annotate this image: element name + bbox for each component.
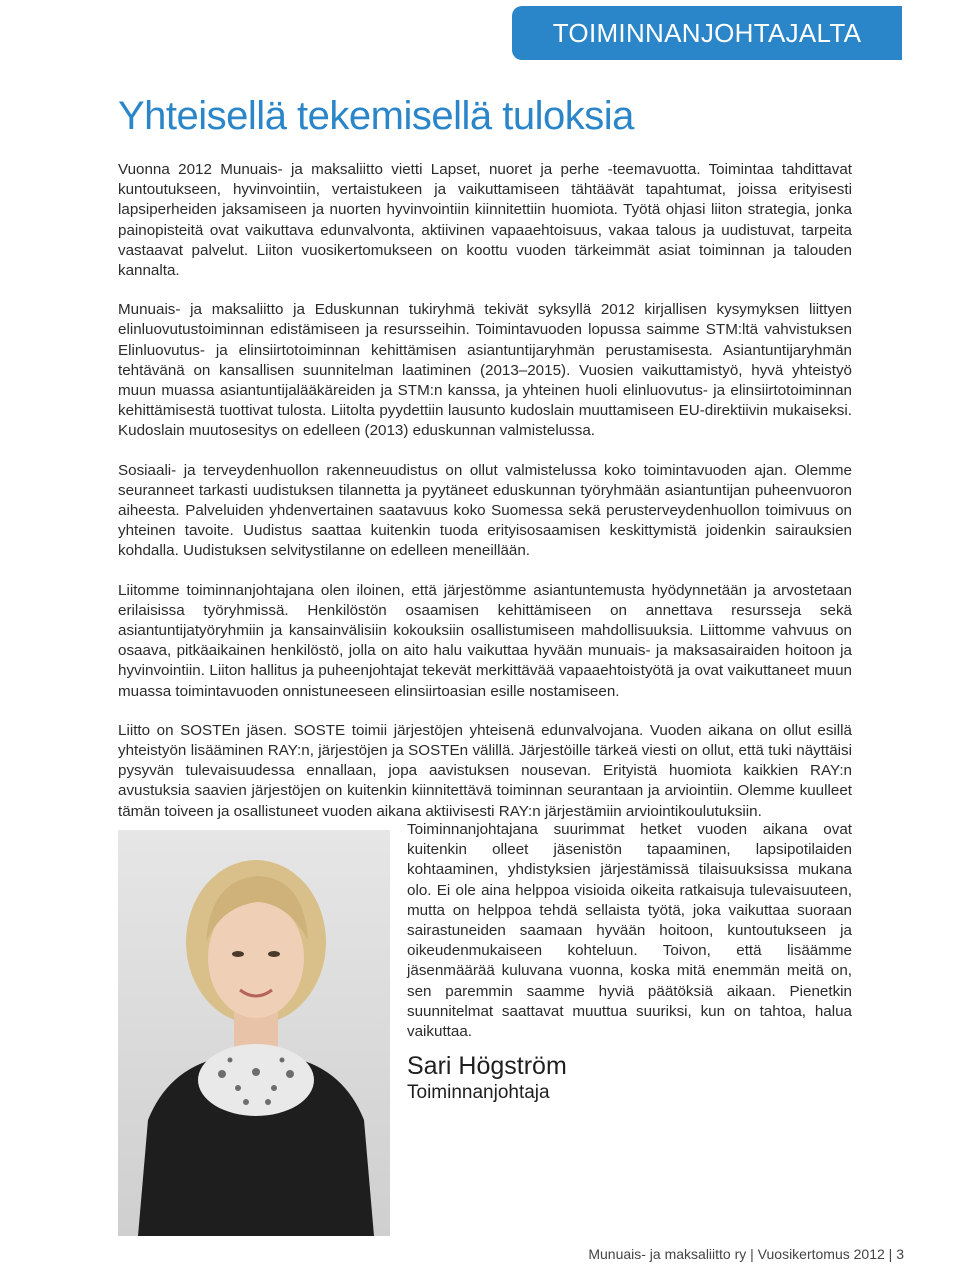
- page-footer: Munuais- ja maksaliitto ry | Vuosikertomus 2012 | 3: [588, 1246, 904, 1262]
- paragraph-4: Liitomme toiminnanjohtajana olen iloinen, että järjestömme asiantuntemusta hyödynnetään ja arvostetaan erilaisissa työryhmissä. Henkilöstön osaamisen kehittämiseen on annettava resursseja sekä asiantuntijatyöryhmiin ja kansainvälisiin kokouksiin osallistumiseen mahdollisuuksia. Liittomme vahvuus on osaava, pitkäaikainen henkilöstö, jolla on aito halu vaikuttaa hyvään munuais- ja maksasairaiden hoitoon ja hyvinvointiin. Liiton hallitus ja puheenjohtajat tekevät merkittävää vapaaehtoistyötä ja ovat vaikuttaneet muun muassa toimintavuoden onnistuneeseen elinsiirtoasian esille nostamiseen.: [118, 581, 852, 700]
- portrait-illustration: [118, 830, 390, 1236]
- paragraph-2: Munuais- ja maksaliitto ja Eduskunnan tukiryhmä tekivät syksyllä 2012 kirjallisen kysymyksen liittyen elinluovutustoiminnan edistämiseen ja resursseihin. Toimintavuoden lopussa saimme STM:ltä vahvistuksen Elinluovutus- ja elinsiirtotoiminnan kehittämisen asiantuntijaryhmän perustamisesta. Asiantuntijaryhmän tehtävänä on kansallisen suunnitelman laatiminen (2013–2015). Vuosien vaikuttamistyö, hyvä yhteistyö muun muassa asiantuntijalääkäreiden ja STM:n kanssa, ja yhteinen huoli elinluovutus- ja elinsiirtotoiminnan kehittämisestä tuottivat tulosta. Liitolta pyydettiin lausunto kudoslain muuttamiseen EU-direktiivin mukaiseksi. Kudoslain muutosesitys on edelleen (2013) eduskunnan valmistelussa.: [118, 301, 852, 440]
- article-body: [118, 160, 852, 841]
- paragraph-3: Sosiaali- ja terveydenhuollon rakenneuudistus on ollut valmistelussa koko toimintavuoden ajan. Olemme seuranneet tarkasti uudistuksen tilannetta ja pyytäneet eduskunnan työryhmään asiantuntijan puheenvuoron aiheesta. Palveluiden yhdenvertainen saatavuus koko Suomessa sekä perusterveydenhuollon toimivuus on yhteinen tavoite. Uudistus saattaa kuitenkin tuoda erityisosaamisen keskittymistä joidenkin sairauksien kohdalla. Uudistuksen selvitystilanne on edelleen meneillään.: [118, 461, 852, 560]
- closing-paragraph: Toiminnanjohtajana suurimmat hetket vuoden aikana ovat kuitenkin olleet jäsenistön tapaaminen, lapsipotilaiden kohtaaminen, yhdistyksien järjestämissä tilaisuuksissa mukana olo. Ei ole aina helppoa visioida oikeita ratkaisuja tulevaisuuteen, mutta on helppoa tehdä sellaista työtä, joka vaikuttaa suoraan sairastuneiden saamaan hyvään hoitoon, kuntoutukseen ja oikeudenmukaiseen kohteluun. Toivon, että lisäämme jäsenmäärää kuluvana vuonna, koska mitä enemmän meitä on, sen paremmin saamme hyviä päätöksiä aikaan. Pienetkin suunnitelmat saattavat muuttua suuriksi, kun on tahtoa, halua vaikuttaa.: [407, 821, 852, 1041]
- portrait-photo: [118, 830, 390, 1236]
- signature-role: Toiminnanjohtaja: [407, 1082, 550, 1103]
- page-title: Yhteisellä tekemisellä tuloksia: [118, 94, 634, 138]
- signature-name: Sari Högström: [407, 1052, 567, 1080]
- paragraph-1: Vuonna 2012 Munuais- ja maksaliitto vietti Lapset, nuoret ja perhe -teemavuotta. Toimintaa tahdittavat kuntoutukseen, hyvinvointiin, vertaistukeen ja vaikuttamiseen tähtäävät tapahtumat, joissa erityisesti lapsiperheiden jaksamiseen ja nuorten hyvinvointiin kiinnitettiin huomiota. Työtä ohjasi liiton strategia, jonka painopisteitä ovat vaikuttava edunvalvonta, aktiivinen vapaaehtoisuus, vakaa talous ja uudistuvat, tarpeita vastaavat palvelut. Liiton vuosikertomukseen on koottu vuoden tärkeimmät asiat toiminnan ja talouden kannalta.: [118, 161, 852, 280]
- paragraph-5: Liitto on SOSTEn jäsen. SOSTE toimii järjestöjen yhteisenä edunvalvojana. Vuoden aikana on ollut esillä yhteistyön lisääminen RAY:n, järjestöjen ja SOSTEn välillä. Järjestöille tärkeä viesti on ollut, että tuki näyttäisi pysyvän tulevaisuudessa ennallaan, jopa aavistuksen nousevan. Erityistä huomiota kaikkien RAY:n avustuksia saavien järjestöjen on kuitenkin kiinnitettävä toiminnan seurantaan ja arviointiin. Olemme kuulleet tämän toiveen ja osallistuneet vuoden aikana aktiivisesti RAY:n järjestämiin arviointikoulutuksiin.: [118, 721, 852, 820]
- section-tab: TOIMINNANJOHTAJALTA: [512, 6, 902, 60]
